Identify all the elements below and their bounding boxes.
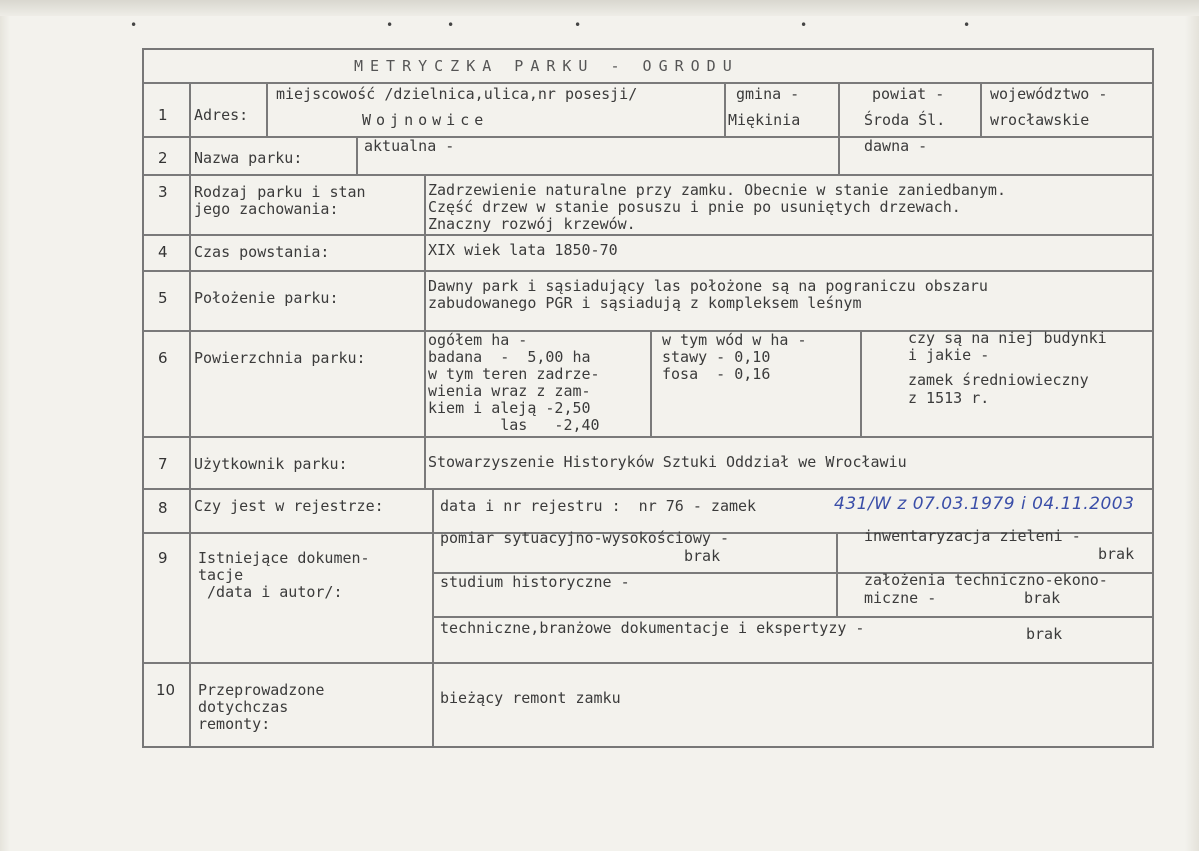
gmina-value: Miękinia bbox=[728, 111, 801, 129]
park-type-value: Część drzew w stanie posuszu i pnie po usuniętych drzewach. bbox=[428, 198, 961, 216]
form-title: METRYCZKA PARKU - OGRODU bbox=[354, 57, 739, 75]
survey-value: brak bbox=[684, 547, 721, 565]
row-divider bbox=[144, 270, 1152, 272]
repairs-label: Przeprowadzone bbox=[198, 681, 325, 699]
creation-time-value: XIX wiek lata 1850-70 bbox=[428, 241, 618, 259]
creation-time-label: Czas powstania: bbox=[194, 243, 330, 261]
area-value: kiem i aleją -2,50 bbox=[428, 399, 591, 417]
park-record-form bbox=[142, 48, 1154, 748]
park-name-label: Nazwa parku: bbox=[194, 149, 303, 167]
gmina-caption: gmina - bbox=[736, 85, 800, 103]
column-divider bbox=[432, 488, 434, 746]
technical-docs-value: brak bbox=[1026, 625, 1063, 643]
column-divider bbox=[836, 532, 838, 616]
tech-econ-caption: miczne - bbox=[864, 589, 937, 607]
punch-mark: • bbox=[386, 18, 394, 32]
tech-econ-value: brak bbox=[1024, 589, 1061, 607]
handwritten-register-note: 431/W z 07.03.1979 i 04.11.2003 bbox=[834, 494, 1135, 514]
row-number: 7 bbox=[158, 455, 168, 473]
column-divider bbox=[838, 136, 840, 174]
technical-docs-caption: techniczne,branżowe dokumentacje i ekspertyzy - bbox=[440, 619, 865, 637]
row-divider bbox=[144, 82, 1152, 84]
greenery-caption: inwentaryzacja zieleni - bbox=[864, 527, 1081, 545]
wojewodztwo-value: wrocławskie bbox=[990, 111, 1090, 129]
column-divider bbox=[838, 82, 840, 136]
powiat-value: Środa Śl. bbox=[864, 111, 946, 129]
row-number: 4 bbox=[158, 243, 168, 261]
row-number: 8 bbox=[158, 499, 168, 517]
row-divider bbox=[144, 174, 1152, 176]
row-number: 3 bbox=[158, 183, 168, 201]
area-value: badana - 5,00 ha bbox=[428, 348, 591, 366]
location-description: zabudowanego PGR i sąsiadują z kompleksem leśnym bbox=[428, 294, 862, 312]
location-value: Wojnowice bbox=[362, 111, 489, 129]
punch-mark: • bbox=[574, 18, 582, 32]
punch-mark: • bbox=[130, 18, 138, 32]
park-type-label: Rodzaj parku i stan bbox=[194, 183, 366, 201]
column-divider bbox=[424, 174, 426, 488]
water-area-value: fosa - 0,16 bbox=[662, 365, 771, 383]
register-label: Czy jest w rejestrze: bbox=[194, 497, 384, 515]
repairs-label: dotychczas bbox=[198, 698, 289, 716]
location-label: Położenie parku: bbox=[194, 289, 339, 307]
row-number: 10 bbox=[156, 681, 176, 699]
area-value: wienia wraz z zam- bbox=[428, 382, 591, 400]
survey-caption: pomiar sytuacyjno-wysokościowy - bbox=[440, 529, 729, 547]
column-divider bbox=[266, 82, 268, 136]
former-name-caption: dawna - bbox=[864, 137, 928, 155]
buildings-value: czy są na niej budynki bbox=[908, 329, 1107, 347]
column-divider bbox=[356, 136, 358, 174]
punch-mark: • bbox=[800, 18, 808, 32]
row-number: 9 bbox=[158, 549, 168, 567]
water-area-value: stawy - 0,10 bbox=[662, 348, 771, 366]
row-number: 6 bbox=[158, 349, 168, 367]
buildings-value: z 1513 r. bbox=[908, 389, 990, 407]
park-type-value: Znaczny rozwój krzewów. bbox=[428, 215, 636, 233]
documentation-label: tacje bbox=[198, 566, 244, 584]
powiat-caption: powiat - bbox=[872, 85, 945, 103]
column-divider bbox=[189, 82, 191, 746]
greenery-value: brak bbox=[1098, 545, 1135, 563]
park-type-value: Zadrzewienie naturalne przy zamku. Obecnie w stanie zaniedbanym. bbox=[428, 181, 1006, 199]
area-label: Powierzchnia parku: bbox=[194, 349, 366, 367]
column-divider bbox=[724, 82, 726, 136]
area-value: ogółem ha - bbox=[428, 331, 528, 349]
buildings-value: zamek średniowieczny bbox=[908, 371, 1089, 389]
area-value: las -2,40 bbox=[428, 416, 600, 434]
current-name-caption: aktualna - bbox=[364, 137, 455, 155]
punch-mark: • bbox=[963, 18, 971, 32]
repairs-value: bieżący remont zamku bbox=[440, 689, 621, 707]
row-divider bbox=[144, 488, 1152, 490]
row-number: 1 bbox=[158, 106, 168, 124]
location-caption: miejscowość /dzielnica,ulica,nr posesji/ bbox=[276, 85, 638, 103]
row-divider bbox=[432, 616, 1152, 618]
row-divider bbox=[144, 234, 1152, 236]
history-study-caption: studium historyczne - bbox=[440, 573, 630, 591]
park-user-label: Użytkownik parku: bbox=[194, 455, 348, 473]
documentation-label: Istniejące dokumen- bbox=[198, 549, 370, 567]
column-divider bbox=[860, 330, 862, 436]
column-divider bbox=[980, 82, 982, 136]
row-divider bbox=[144, 662, 1152, 664]
water-area-value: w tym wód w ha - bbox=[662, 331, 807, 349]
park-user-value: Stowarzyszenie Historyków Sztuki Oddział we Wrocławiu bbox=[428, 453, 907, 471]
area-value: w tym teren zadrze- bbox=[428, 365, 600, 383]
register-value: data i nr rejestru : nr 76 - zamek bbox=[440, 497, 757, 515]
row-number: 5 bbox=[158, 289, 168, 307]
documentation-label: /data i autor/: bbox=[198, 583, 343, 601]
column-divider bbox=[650, 330, 652, 436]
park-type-label: jego zachowania: bbox=[194, 200, 339, 218]
row-number: 2 bbox=[158, 149, 168, 167]
location-description: Dawny park i sąsiadujący las położone są na pograniczu obszaru bbox=[428, 277, 988, 295]
row-divider bbox=[144, 136, 1152, 138]
row-divider bbox=[144, 436, 1152, 438]
punch-mark: • bbox=[447, 18, 455, 32]
scan-top-edge bbox=[0, 0, 1199, 16]
repairs-label: remonty: bbox=[198, 715, 271, 733]
wojewodztwo-caption: województwo - bbox=[990, 85, 1108, 103]
tech-econ-caption: założenia techniczno-ekono- bbox=[864, 571, 1108, 589]
address-label: Adres: bbox=[194, 106, 249, 124]
buildings-value: i jakie - bbox=[908, 346, 990, 364]
